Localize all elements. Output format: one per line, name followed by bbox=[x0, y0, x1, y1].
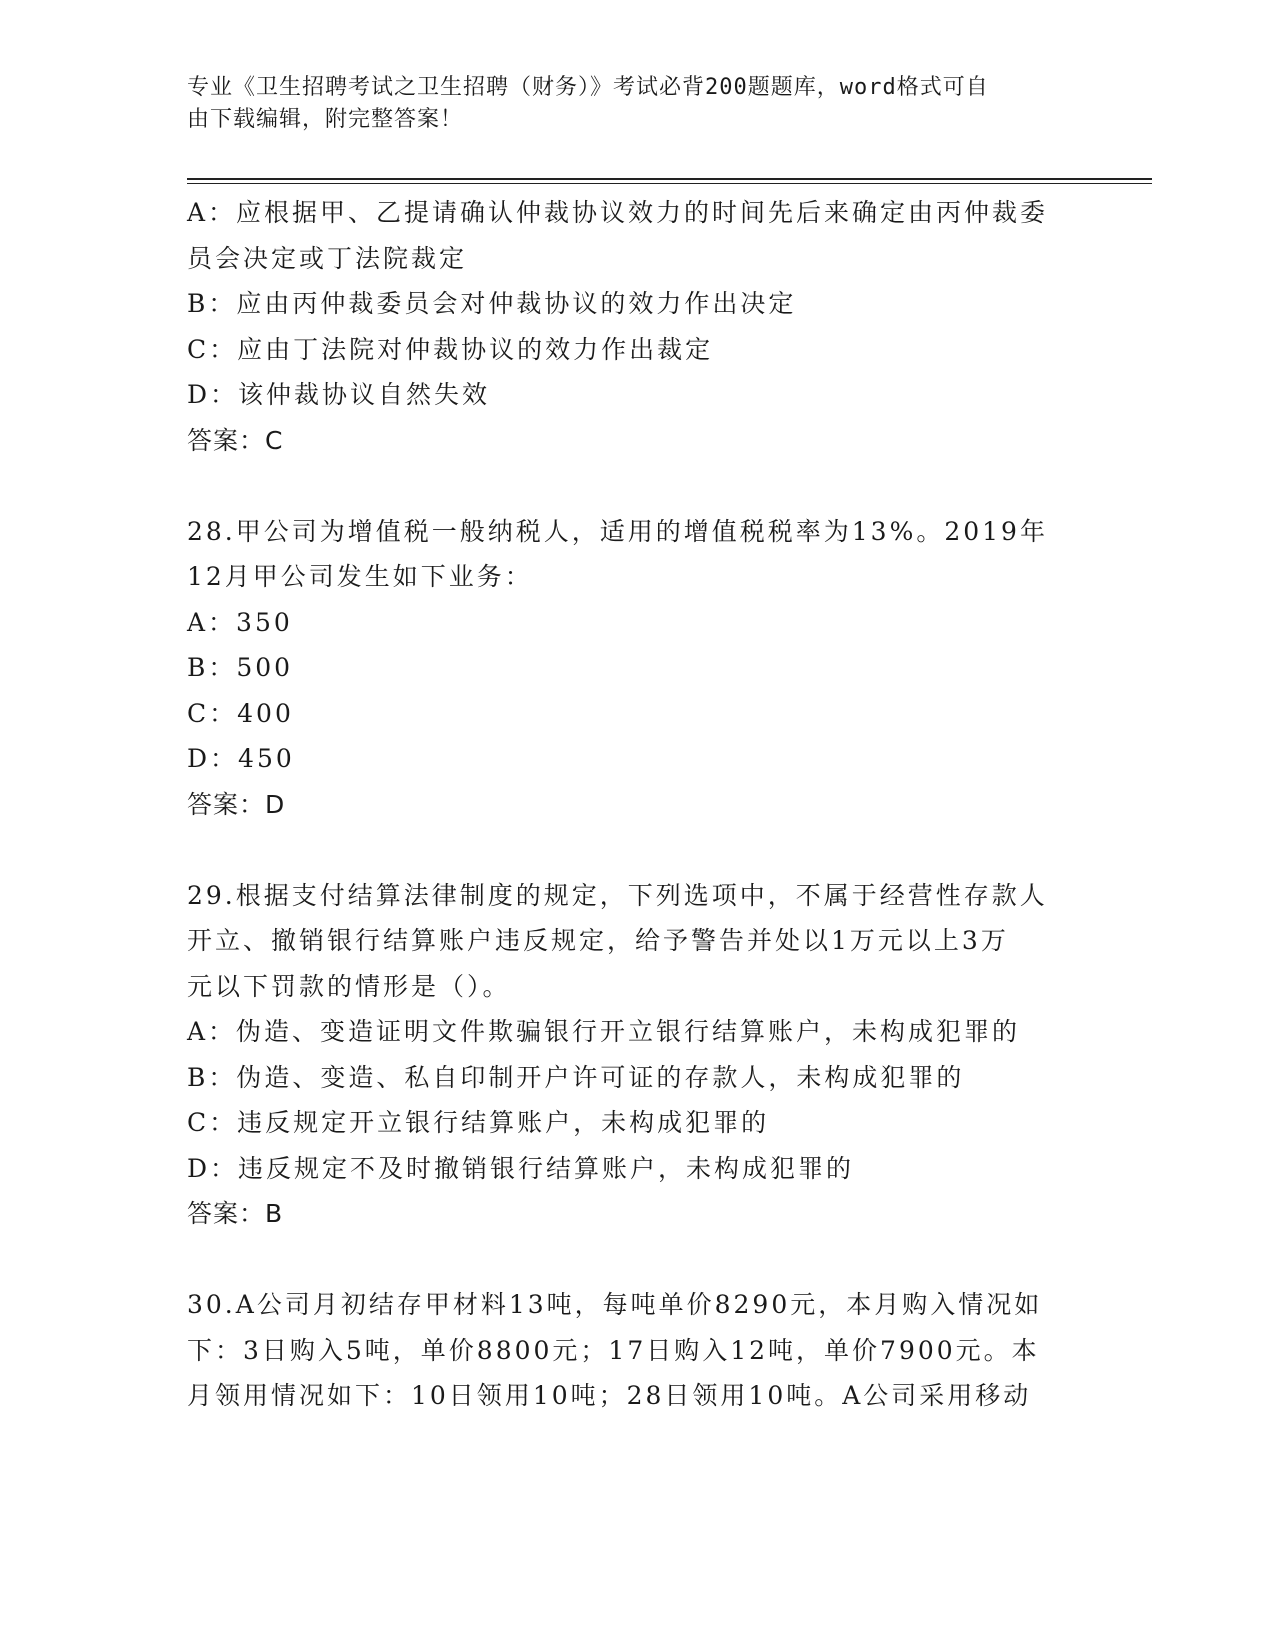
option-a: A：350 bbox=[187, 607, 293, 637]
option-c: C：400 bbox=[187, 698, 294, 728]
option-c: C：违反规定开立银行结算账户，未构成犯罪的 bbox=[187, 1108, 770, 1137]
header-rule-thick bbox=[187, 178, 1152, 180]
question-stem: 下：3日购入5吨，单价8800元；17日购入12吨，单价7900元。本 bbox=[187, 1335, 1040, 1365]
spacer bbox=[187, 1237, 1087, 1283]
header-line-2: 由下载编辑，附完整答案！ bbox=[187, 107, 464, 132]
question-stem: 开立、撤销银行结算账户违反规定，给予警告并处以1万元以上3万 bbox=[187, 926, 1009, 955]
question-stem: 12月甲公司发生如下业务： bbox=[187, 562, 533, 591]
question-30 bbox=[187, 1282, 1087, 1419]
question-stem: 28.甲公司为增值税一般纳税人，适用的增值税税率为13%。2019年 bbox=[187, 516, 1048, 546]
option-b: B：500 bbox=[187, 653, 294, 682]
document-header bbox=[187, 72, 1067, 136]
question-stem: 月领用情况如下：10日领用10吨；28日领用10吨。A公司采用移动 bbox=[187, 1381, 1032, 1410]
question-27 bbox=[187, 190, 1087, 463]
option-a: A：应根据甲、乙提请确认仲裁协议效力的时间先后来确定由丙仲裁委 bbox=[187, 198, 1049, 227]
header-rule-thin bbox=[187, 183, 1152, 184]
question-stem: 30.A公司月初结存甲材料13吨，每吨单价8290元，本月购入情况如 bbox=[187, 1290, 1043, 1319]
option-d: D：违反规定不及时撤销银行结算账户，未构成犯罪的 bbox=[187, 1153, 855, 1183]
option-a: A：伪造、变造证明文件欺骗银行开立银行结算账户，未构成犯罪的 bbox=[187, 1017, 1021, 1046]
spacer bbox=[187, 827, 1087, 873]
option-b: B：应由丙仲裁委员会对仲裁协议的效力作出决定 bbox=[187, 289, 797, 318]
option-d: D：该仲裁协议自然失效 bbox=[187, 380, 491, 409]
answer: 答案：B bbox=[187, 1199, 284, 1228]
option-c: C：应由丁法院对仲裁协议的效力作出裁定 bbox=[187, 334, 714, 364]
question-28 bbox=[187, 509, 1087, 828]
header-line-1: 专业《卫生招聘考试之卫生招聘（财务）》考试必背200题题库，word格式可自 bbox=[187, 75, 989, 100]
option-b: B：伪造、变造、私自印制开户许可证的存款人，未构成犯罪的 bbox=[187, 1062, 965, 1092]
answer: 答案：D bbox=[187, 789, 286, 819]
answer: 答案：C bbox=[187, 425, 284, 455]
option-a-cont: 员会决定或丁法院裁定 bbox=[187, 243, 468, 273]
document-body bbox=[187, 190, 1087, 1419]
option-d: D：450 bbox=[187, 744, 295, 773]
question-stem: 元以下罚款的情形是（）。 bbox=[187, 971, 511, 1001]
question-stem: 29.根据支付结算法律制度的规定，下列选项中，不属于经营性存款人 bbox=[187, 880, 1048, 910]
spacer bbox=[187, 463, 1087, 509]
question-29 bbox=[187, 873, 1087, 1237]
